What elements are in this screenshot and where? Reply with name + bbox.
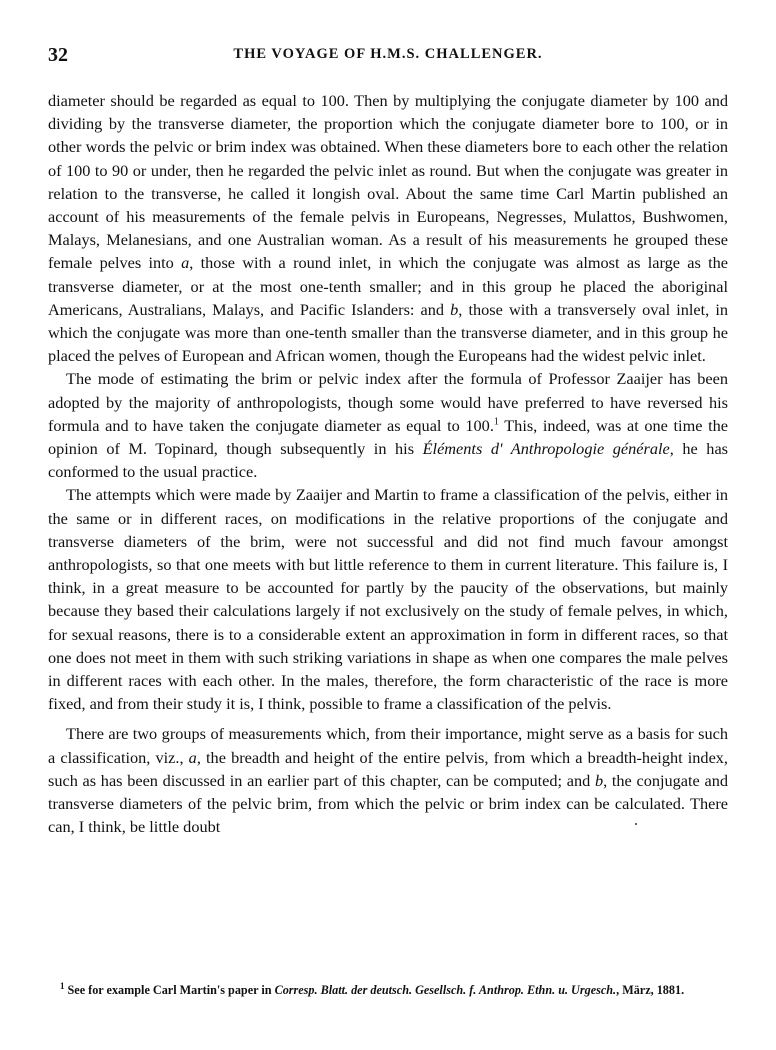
paragraph-2-text-a: The mode of estimating the brim or pelvic index after the formula of Professor Zaaijer has been adopted by the majority of anthropologists, though some would have preferred to have reversed his formula and to have taken the conjugate diameter as equal to 100. [48, 369, 728, 435]
footnote-text-b: , März, 1881. [616, 983, 685, 998]
paragraph-1 [48, 89, 728, 367]
paragraph-2-text-b: This, indeed, was at one time the opinion of M. Topinard, though subsequently in his [48, 415, 728, 459]
paragraph-1-text-c: , those with a transversely oval inlet, in which the conjugate was more than one-tenth smaller than the transverse diameter, and in this group he placed the pelves of European and African women, though the Europeans had the widest pelvic inlet. [48, 299, 728, 366]
paragraph-4-italic-a: a [188, 747, 197, 767]
stray-mark [635, 823, 637, 825]
footnote-reference[interactable]: 1 [493, 416, 499, 428]
paragraph-4-text-b: , the breadth and height of the entire pelvis, from which a breadth-height index, such as has been discussed in an earlier part of this chapter, can be computed; and [48, 747, 729, 790]
running-title: THE VOYAGE OF H.M.S. CHALLENGER. [233, 46, 543, 62]
paragraph-1-text-a: diameter should be regarded as equal to 100. Then by multiplying the conjugate diameter by 100 and dividing by the transverse diameter, the proportion which the conjugate diameter bore to 100, or in other words the pelvic or brim index was obtained. When these diameters bore to each other the relation of 100 to 90 or under, then he regarded the pelvic inlet as round. But when the conjugate was greater in relation to the transverse, he called it longish oval. About the same time Carl Martin published an account of his measurements of the female pelvis in Europeans, Negresses, Mulattos, Bushwomen, Malays, Melanesians, and one Australian woman. As a result of his measurements he grouped these female pelves into [48, 91, 728, 273]
page-number: 32 [48, 44, 68, 66]
footnote-citation: Corresp. Blatt. der deutsch. Gesellsch. f. Anthrop. Ethn. u. Urgesch. [274, 983, 617, 998]
paragraph-1-italic-a: a [181, 253, 190, 273]
paragraph-1-text-b: , those with a round inlet, in which the conjugate was almost as large as the transverse diameter, or at the most one-tenth smaller; and in this group he placed the aboriginal Americans, Australians, Malays, and Pacific Islanders: and [48, 253, 728, 319]
paragraph-4 [48, 722, 728, 838]
paragraph-4-text-c: , the conjugate and transverse diameters of the pelvic brim, from which the pelvic or brim index can be calculated. There can, I think, be little doubt [48, 770, 728, 837]
book-title: Éléments d' Anthropologie générale [422, 439, 670, 459]
paragraph-4-italic-b: b [594, 770, 604, 790]
footnote-marker: 1 [60, 981, 65, 991]
paragraph-2-text-c: , he has conformed to the usual practice. [48, 439, 729, 482]
footnote-text-a: See for example Carl Martin's paper in [67, 983, 275, 998]
paragraph-2 [48, 367, 728, 483]
paragraph-1-italic-b: b [450, 299, 459, 319]
paragraph-3: The attempts which were made by Zaaijer and Martin to frame a classification of the pelvis, either in the same or in different races, on modifications in the relative proportions of the conjugate and transverse diameters of the brim, were not successful and did not find much favour amongst anthropologists, so that one meets with but little reference to them in current literature. This failure is, I think, in a great measure to be accounted for partly by the paucity of the observations, but mainly because they based their calculations largely if not exclusively on the study of female pelves, in which, for sexual reasons, there is to a considerable extent an approximation in form in different races, so that one does not meet in them with such striking variations in shape as when one compares the male pelves in different races with each other. In the males, therefore, the form characteristic of the race is more fixed, and from their study it is, I think, possible to frame a classification of the pelvis. [48, 485, 728, 714]
page-header [48, 44, 728, 68]
footnotes [48, 977, 728, 1000]
footnote-1 [48, 977, 728, 1000]
body-text [48, 89, 728, 839]
paragraph-4-text-a: There are two groups of measurements which, from their importance, might serve as a basis for such a classification, viz., [48, 724, 728, 767]
